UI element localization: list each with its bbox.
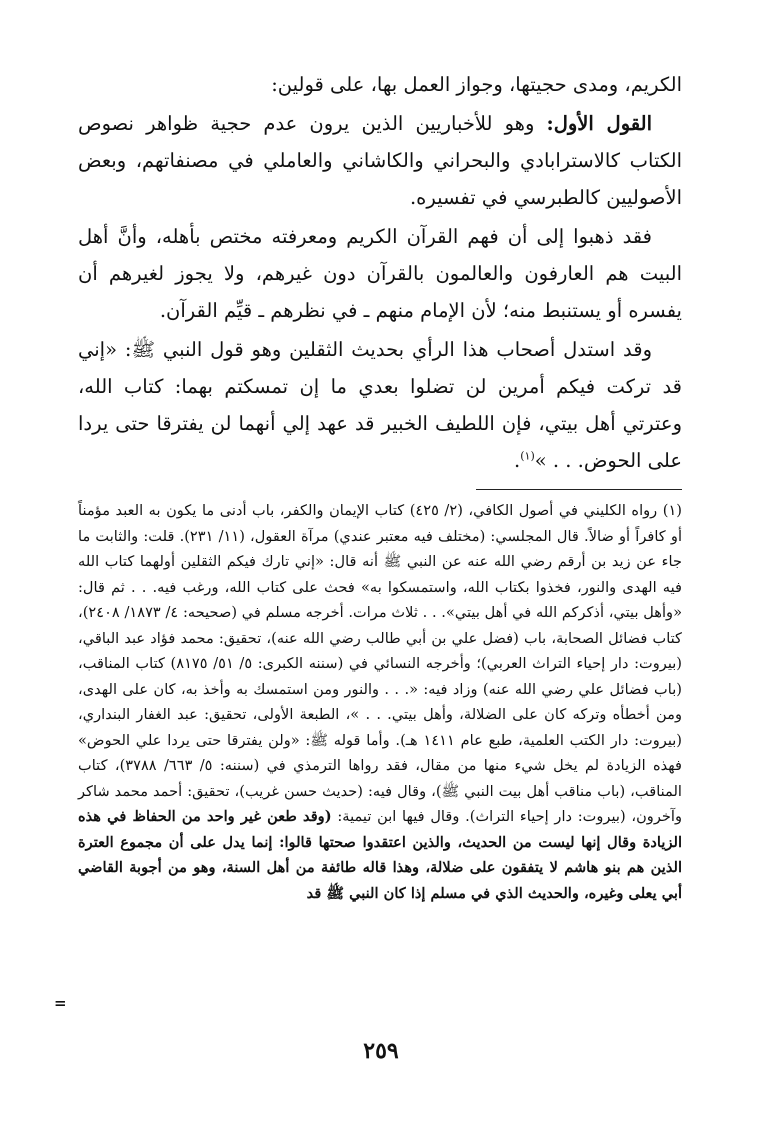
footnote-bold-quote: (وقد طعن غير واحد من الحفاظ في هذه الزيادة وقال إنها ليست من الحديث، والذين اعتقدوا صحتها قالوا: إنما يدل على أن مجموع العترة الذين هم بنو هاشم لا يتفقون على ضلالة، وهذا قاله طائفة من أهل السنة، وهو من أجوبة القاضي أبي يعلى وغيره، والحديث الذي في مسلم إذا كان النبي ﷺ قد <box>78 808 682 902</box>
continuation-marker: = <box>54 994 67 1012</box>
paragraph-first-opinion-text: وهو للأخباريين الذين يرون عدم حجية ظواهر نصوص الكتاب كالاسترابادي والبحراني والكاشاني والعاملي في مصنفاتهم، وبعض الأصوليين كالطبرسي في تفسيره. <box>78 112 682 209</box>
footnote-number: (١) <box>662 502 682 519</box>
footnote <box>78 498 682 906</box>
hadith-text: وقد استدل أصحاب هذا الرأي بحديث الثقلين وهو قول النبي ﷺ: «إني قد تركت فيكم أمرين لن تضلوا بعدي ما إن تمسكتم بهما: كتاب الله، وعترتي أهل بيتي، فإن اللطيف الخبير قد عهد إلي أنهما لن يفترقا حتى يردا على الحوض. . . » <box>78 338 682 472</box>
page-body <box>78 66 682 906</box>
paragraph-intro: الكريم، ومدى حجيتها، وجواز العمل بها، على قولين: <box>271 73 682 96</box>
footnote-reference: (١) <box>520 449 535 463</box>
footnote-text: رواه الكليني في أصول الكافي، (٢/ ٤٢٥) كتاب الإيمان والكفر، باب أدنى ما يكون به العبد مؤمناً أو كافراً أو ضالاً. قال المجلسي: (مختلف فيه معتبر عندي) مرآة العقول، (١١/ ٢٣١). قلت: والثابت ما جاء عن زيد بن أرقم رضي الله عنه عن النبي ﷺ أنه قال: «إني تارك فيكم الثقلين أولهما كتاب الله فيه الهدى والنور، فخذوا بكتاب الله، واستمسكوا به» فحث على كتاب الله، ورغب فيه. . . ثم قال: «وأهل بيتي، أذكركم الله في أهل بيتي». . . ثلاث مرات. أخرجه مسلم في (صحيحه: ٤/ ١٨٧٣/ ٢٤٠٨)، كتاب فضائل الصحابة، باب (فضل علي بن أبي طالب رضي الله عنه)، تحقيق: محمد فؤاد عبد الباقي، (بيروت: دار إحياء التراث العربي)؛ وأخرجه النسائي في (سننه الكبرى: ٥/ ٥١/ ٨١٧٥) كتاب المناقب، (باب فضائل علي رضي الله عنه) وزاد فيه: «. . . والنور ومن استمسك به وأخذ به، كان على الهدى، ومن أخطأه وتركه كان على الضلالة، وأهل بيتي. . . »، الطبعة الأولى، تحقيق: عبد الغفار البنداري، (بيروت: دار الكتب العلمية، طبع عام ١٤١١ هـ). وأما قوله ﷺ: «ولن يفترقا حتى يردا علي الحوض» فهذه الزيادة لم يخل شيء منها من مقال، فقد رواها الترمذي في (سننه: ٥/ ٦٦٣/ ٣٧٨٨)، كتاب المناقب، (باب مناقب أهل بيت النبي ﷺ)، وقال فيه: (حديث حسن غريب)، تحقيق: أحمد محمد شاكر وآخرون، (بيروت: دار إحياء التراث). وقال فيها ابن تيمية: <box>78 502 683 825</box>
paragraph-hadith <box>78 331 682 479</box>
section-heading: القول الأول: <box>546 112 652 135</box>
page-number: ٢٥٩ <box>363 1038 399 1064</box>
paragraph-argument: فقد ذهبوا إلى أن فهم القرآن الكريم ومعرفته مختص بأهله، وأنَّ أهل البيت هم العارفون والعالمون بالقرآن دون غيرهم، ولا يجوز لغيرهم أن يفسره أو يستنبط منه؛ لأن الإمام منهم ـ في نظرهم ـ قيِّم القرآن. <box>78 225 682 322</box>
footnote-paragraph <box>78 498 682 906</box>
main-text <box>78 66 682 479</box>
paragraph-first-opinion <box>78 105 682 216</box>
hadith-end: . <box>514 449 521 472</box>
footnote-divider <box>476 489 682 490</box>
